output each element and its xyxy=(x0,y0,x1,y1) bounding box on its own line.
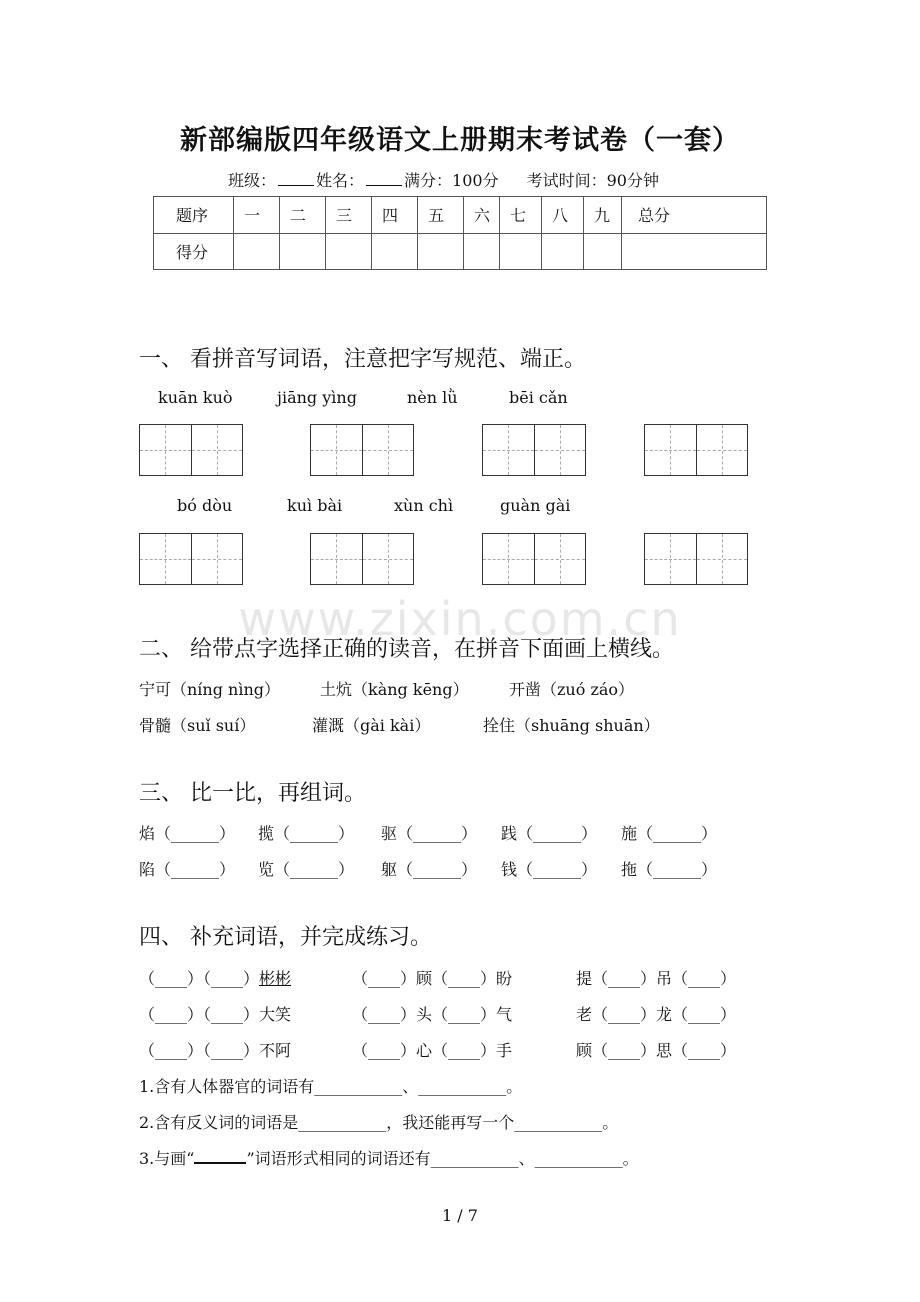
page-number: 1 / 7 xyxy=(442,1206,478,1225)
watermark: www.zixin.com.cn xyxy=(238,592,682,646)
score-cell[interactable] xyxy=(372,233,418,270)
bold-underline-mark xyxy=(194,1148,246,1164)
table-header-cell: 题序 xyxy=(154,197,234,234)
name-label: 姓名： xyxy=(316,171,365,190)
word-compare-item[interactable]: 躯（______） xyxy=(381,860,478,879)
reading-choice[interactable]: 灌溉（gài kài） xyxy=(312,716,431,735)
idiom-blanks: （____）（____） xyxy=(139,969,260,988)
idiom-word: 大笑 xyxy=(259,1005,292,1024)
class-label: 班级： xyxy=(228,171,277,190)
score-cell[interactable] xyxy=(280,233,326,270)
word-compare-item[interactable]: 焰（______） xyxy=(139,824,236,843)
question-3[interactable] xyxy=(139,1146,639,1169)
section3-heading: 三、 比一比，再组词。 xyxy=(139,781,366,806)
word-compare-item[interactable]: 钱（______） xyxy=(501,860,598,879)
writing-grid[interactable] xyxy=(482,424,586,476)
score-cell[interactable] xyxy=(234,233,280,270)
question-2[interactable]: 2.含有反义词的词语是___________，我还能再写一个___________。 xyxy=(139,1113,619,1132)
section1-heading: 一、 看拼音写词语，注意把字写规范、端正。 xyxy=(139,347,586,372)
class-blank[interactable] xyxy=(278,171,314,186)
exam-time: 考试时间：90分钟 xyxy=(526,171,659,190)
section4-heading: 四、 补充词语，并完成练习。 xyxy=(139,925,432,950)
table-header-cell: 二 xyxy=(280,197,326,234)
pinyin-label: kuān kuò xyxy=(158,388,233,407)
score-cell[interactable] xyxy=(542,233,584,270)
reading-choice[interactable]: 宁可（níng nìng） xyxy=(139,680,281,699)
section2-heading: 二、 给带点字选择正确的读音，在拼音下面画上横线。 xyxy=(139,637,674,662)
reading-choice[interactable]: 土炕（kàng kēng） xyxy=(320,680,469,699)
idiom-fill[interactable] xyxy=(139,1038,291,1061)
score-cell[interactable] xyxy=(464,233,500,270)
word-compare-item[interactable]: 览（______） xyxy=(258,860,355,879)
table-header-cell: 六 xyxy=(464,197,500,234)
score-table-header-row xyxy=(154,197,767,234)
table-header-cell: 七 xyxy=(500,197,542,234)
writing-grid[interactable] xyxy=(139,424,243,476)
score-cell[interactable] xyxy=(326,233,372,270)
word-compare-item[interactable]: 陷（______） xyxy=(139,860,236,879)
idiom-word: 不阿 xyxy=(259,1041,292,1060)
table-header-cell: 九 xyxy=(584,197,622,234)
underlined-word: 彬彬 xyxy=(259,969,292,988)
score-table xyxy=(153,196,767,270)
name-blank[interactable] xyxy=(366,171,402,186)
writing-grid[interactable] xyxy=(644,533,748,585)
pinyin-label: jiāng yìng xyxy=(277,388,357,407)
score-cell[interactable] xyxy=(418,233,464,270)
score-cell[interactable] xyxy=(584,233,622,270)
question-3-prefix: 3.与画“ xyxy=(139,1149,195,1168)
idiom-blanks: （____）（____） xyxy=(139,1005,260,1024)
question-3-suffix: ”词语形式相同的词语还有___________、___________。 xyxy=(246,1149,639,1168)
question-1[interactable]: 1.含有人体器官的词语有___________、___________。 xyxy=(139,1077,523,1096)
idiom-fill[interactable]: 顾（____）思（____） xyxy=(576,1041,737,1060)
score-table-row xyxy=(154,233,767,270)
table-header-cell: 三 xyxy=(326,197,372,234)
writing-grid[interactable] xyxy=(139,533,243,585)
word-compare-item[interactable]: 施（______） xyxy=(621,824,718,843)
writing-grid[interactable] xyxy=(310,533,414,585)
reading-choice[interactable]: 骨髓（suǐ suí） xyxy=(139,716,256,735)
pinyin-label: nèn lǜ xyxy=(407,388,458,407)
pinyin-label: bó dòu xyxy=(177,496,233,515)
writing-grid[interactable] xyxy=(482,533,586,585)
idiom-blanks: （____）（____） xyxy=(139,1041,260,1060)
reading-choice[interactable]: 开凿（zuó záo） xyxy=(509,680,635,699)
writing-grid[interactable] xyxy=(644,424,748,476)
table-header-cell: 五 xyxy=(418,197,464,234)
table-header-cell: 四 xyxy=(372,197,418,234)
writing-grid[interactable] xyxy=(310,424,414,476)
idiom-fill[interactable]: 提（____）吊（____） xyxy=(576,969,737,988)
row-label: 得分 xyxy=(154,233,234,270)
idiom-fill[interactable]: （____）心（____）手 xyxy=(352,1041,513,1060)
word-compare-item[interactable]: 践（______） xyxy=(501,824,598,843)
word-compare-item[interactable]: 拖（______） xyxy=(621,860,718,879)
exam-info xyxy=(228,168,659,191)
pinyin-label: guàn gài xyxy=(500,496,571,515)
table-header-cell: 一 xyxy=(234,197,280,234)
score-cell[interactable] xyxy=(622,233,767,270)
table-header-cell: 总分 xyxy=(622,197,767,234)
pinyin-label: bēi cǎn xyxy=(509,388,568,407)
word-compare-item[interactable]: 驱（______） xyxy=(381,824,478,843)
score-cell[interactable] xyxy=(500,233,542,270)
idiom-fill[interactable]: （____）头（____）气 xyxy=(352,1005,513,1024)
idiom-fill[interactable]: 老（____）龙（____） xyxy=(576,1005,737,1024)
page-title: 新部编版四年级语文上册期末考试卷（一套） xyxy=(180,125,740,156)
idiom-fill[interactable] xyxy=(139,1002,291,1025)
full-score: 满分：100分 xyxy=(404,171,499,190)
idiom-fill[interactable] xyxy=(139,966,291,989)
word-compare-item[interactable]: 揽（______） xyxy=(258,824,355,843)
table-header-cell: 八 xyxy=(542,197,584,234)
idiom-fill[interactable]: （____）顾（____）盼 xyxy=(352,969,513,988)
pinyin-label: xùn chì xyxy=(394,496,454,515)
reading-choice[interactable]: 拴住（shuāng shuān） xyxy=(483,716,660,735)
pinyin-label: kuì bài xyxy=(287,496,343,515)
